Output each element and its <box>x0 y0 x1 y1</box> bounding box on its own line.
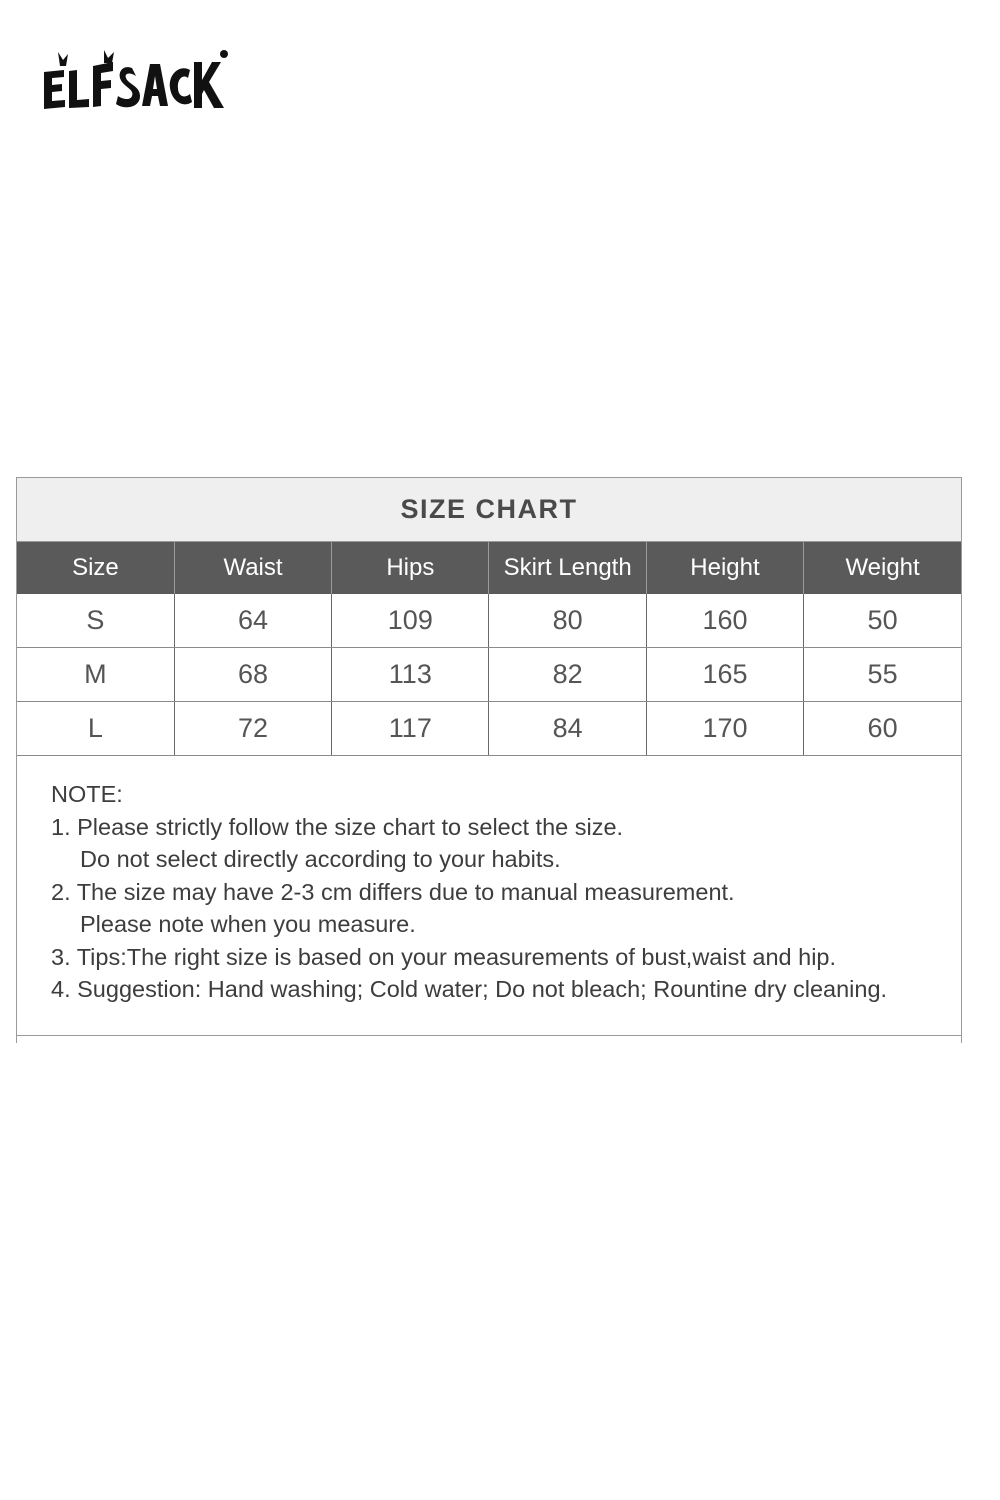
table-cell: 50 <box>804 594 961 648</box>
note-line: 4. Suggestion: Hand washing; Cold water; Do not bleach; Rountine dry cleaning. <box>51 976 888 1002</box>
table-cell: 82 <box>489 648 646 702</box>
table-cell: 113 <box>332 648 489 702</box>
divider <box>17 1035 961 1036</box>
table-cell: S <box>17 594 174 648</box>
table-cell: 84 <box>489 702 646 756</box>
column-header-skirt-length: Skirt Length <box>489 542 646 594</box>
table-cell: 64 <box>174 594 331 648</box>
table-cell: 170 <box>646 702 803 756</box>
table-cell: 165 <box>646 648 803 702</box>
notes-heading: NOTE: <box>51 781 123 807</box>
table-row <box>17 594 961 648</box>
table-cell: 72 <box>174 702 331 756</box>
note-line: 1. Please strictly follow the size chart to select the size. <box>51 813 624 840</box>
care-notes <box>17 756 961 1006</box>
brand-logo <box>42 44 232 114</box>
table-cell: 68 <box>174 648 331 702</box>
note-line: 2. The size may have 2-3 cm differs due to manual measurement. <box>51 878 735 905</box>
column-header-hips: Hips <box>332 542 489 594</box>
column-header-size: Size <box>17 542 174 594</box>
size-table <box>17 542 961 756</box>
note-line: Please note when you measure. <box>80 911 416 937</box>
column-header-height: Height <box>646 542 803 594</box>
column-header-weight: Weight <box>804 542 961 594</box>
size-chart-title: SIZE CHART <box>17 478 961 542</box>
table-cell: 160 <box>646 594 803 648</box>
size-chart <box>16 477 962 1043</box>
table-cell: 117 <box>332 702 489 756</box>
table-row <box>17 702 961 756</box>
table-cell: 60 <box>804 702 961 756</box>
table-cell: L <box>17 702 174 756</box>
table-header-row <box>17 542 961 594</box>
note-line: Do not select directly according to your habits. <box>80 846 561 872</box>
table-row <box>17 648 961 702</box>
table-cell: 80 <box>489 594 646 648</box>
table-cell: 55 <box>804 648 961 702</box>
column-header-waist: Waist <box>174 542 331 594</box>
table-cell: 109 <box>332 594 489 648</box>
table-cell: M <box>17 648 174 702</box>
note-line: 3. Tips:The right size is based on your measurements of bust,waist and hip. <box>51 943 837 970</box>
